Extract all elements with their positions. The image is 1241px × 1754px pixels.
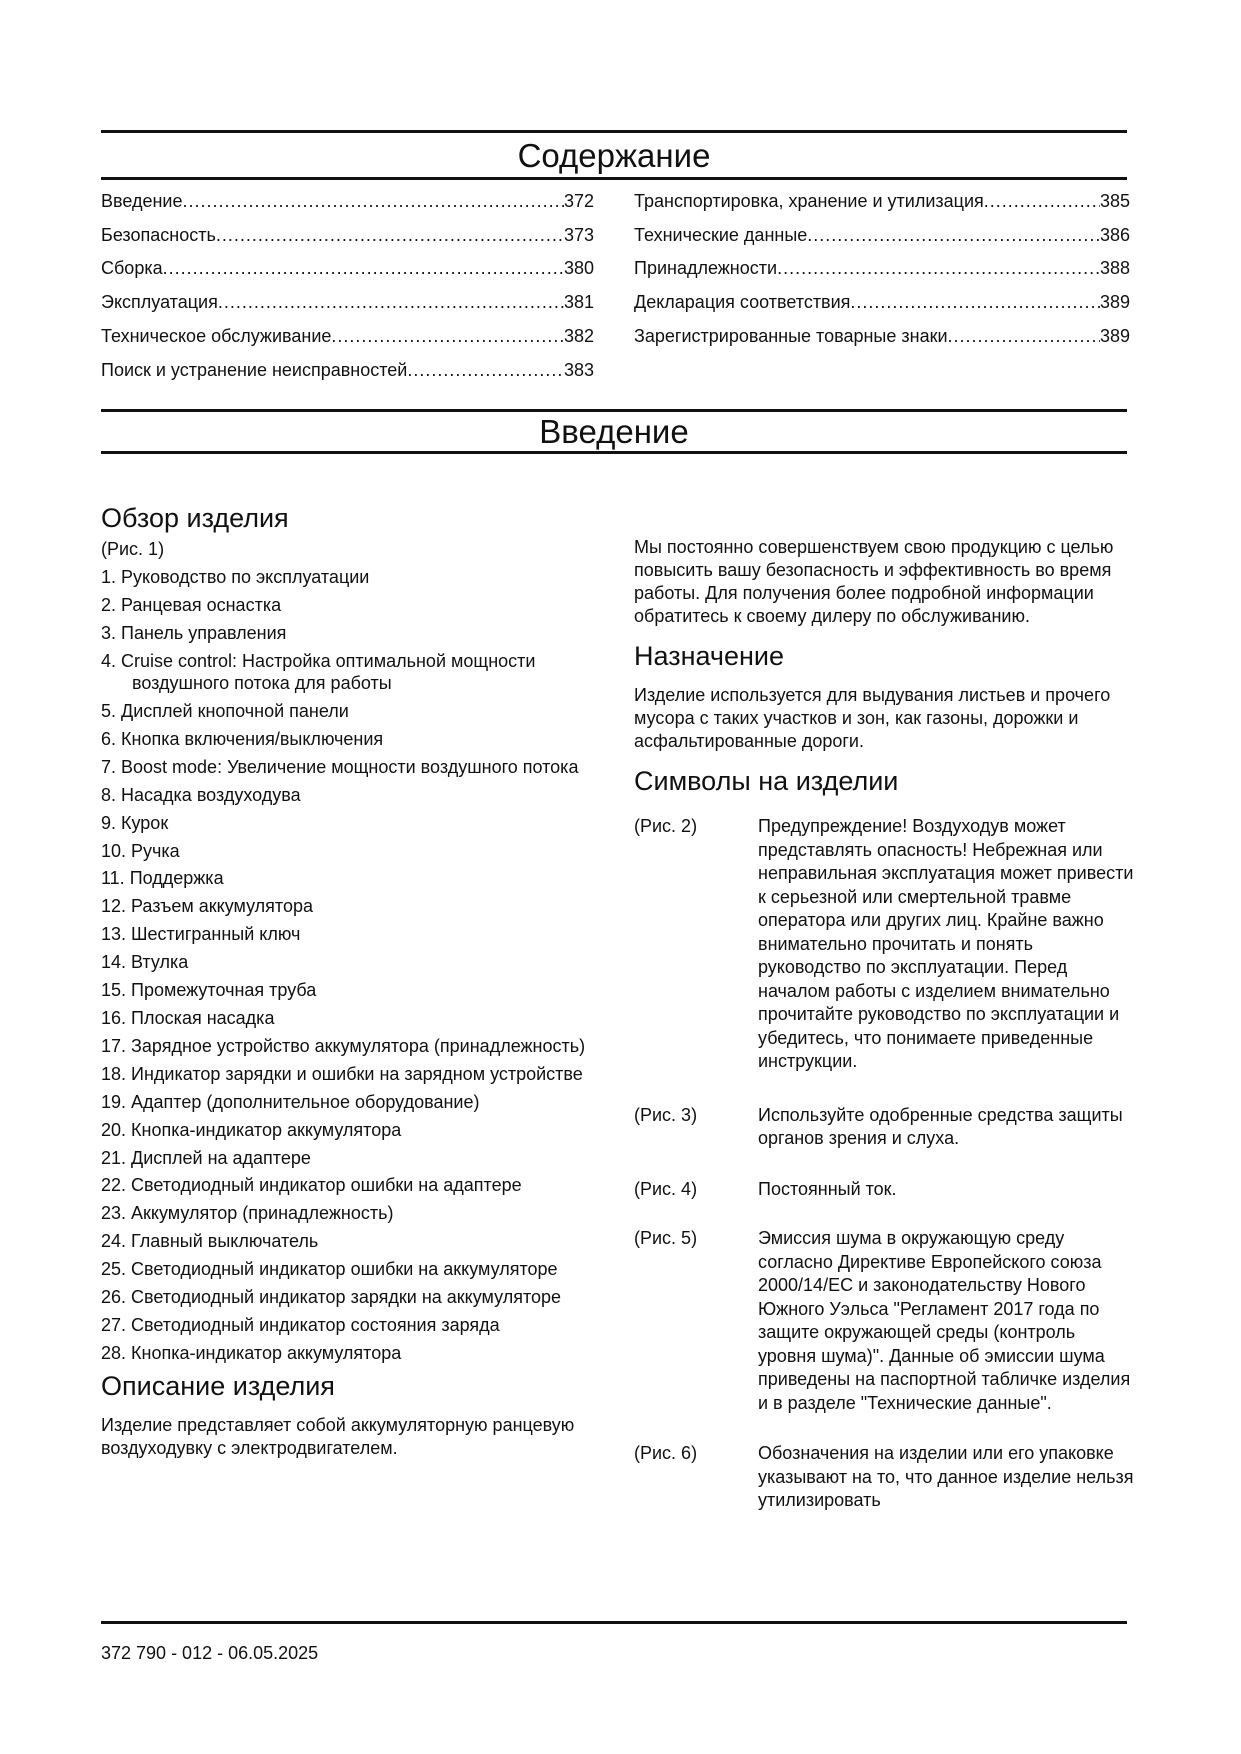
toc-entry-title: Технические данные: [634, 225, 808, 245]
intro-heading: Введение: [539, 413, 689, 450]
list-item: 19. Адаптер (дополнительное оборудование): [101, 1091, 480, 1112]
toc-leader-dots: [183, 190, 564, 212]
symbol-fig-ref: (Рис. 5): [634, 1228, 698, 1248]
toc-heading: Содержание: [517, 137, 711, 174]
toc-entry-title: Безопасность: [101, 225, 216, 245]
parts-list: [101, 566, 601, 1364]
overview-heading: Обзор изделия: [101, 503, 289, 533]
toc-leader-dots: [850, 291, 1100, 313]
description-heading: Описание изделия: [101, 1370, 335, 1401]
toc-entry-page: 388: [1099, 258, 1130, 278]
toc-entry-page: 372: [563, 191, 594, 211]
footer-rule: [101, 1621, 1127, 1624]
toc-leader-dots: [948, 325, 1100, 347]
toc-entry[interactable]: [101, 325, 594, 347]
toc-entry-title: Зарегистрированные товарные знаки: [634, 326, 948, 346]
overview-fig-ref: (Рис. 1): [101, 539, 165, 559]
intro-bottom-rule: [101, 451, 1127, 454]
toc-entry-title: Сборка: [101, 258, 163, 278]
toc-entry-title: Декларация соответствия: [634, 292, 851, 312]
list-item: 23. Аккумулятор (принадлежность): [101, 1203, 394, 1224]
list-item: 27. Светодиодный индикатор состояния заряда: [101, 1314, 500, 1335]
toc-leader-dots: [984, 190, 1100, 212]
list-item: 22. Светодиодный индикатор ошибки на адаптере: [101, 1175, 522, 1196]
toc-entry-title: Принадлежности: [634, 258, 778, 278]
symbol-row: [634, 1178, 1134, 1202]
list-item: 16. Плоская насадка: [101, 1008, 275, 1028]
toc-entry-title: Введение: [101, 191, 183, 211]
toc-entry-page: 386: [1099, 225, 1130, 245]
symbol-description: Используйте одобренные средства защиты органов зрения и слуха.: [758, 1104, 1123, 1148]
toc-entry-page: 380: [563, 258, 594, 278]
symbol-row: [634, 1442, 1134, 1513]
list-item: 6. Кнопка включения/выключения: [101, 728, 384, 749]
symbol-row: [634, 815, 1134, 1074]
list-item: 14. Втулка: [101, 952, 189, 973]
symbol-row: [634, 1104, 1134, 1151]
toc-entry-page: 383: [563, 360, 594, 380]
toc-entry-title: Транспортировка, хранение и утилизация: [634, 191, 984, 211]
toc-entry[interactable]: [634, 224, 1130, 246]
improvement-text: Мы постоянно совершенствуем свою продукцию с целью повысить вашу безопасность и эффективность во время работы. Для получения более подробной информации обратитесь к своему дилеру по обслуживанию.: [634, 537, 1114, 626]
toc-entry-title: Поиск и устранение неисправностей: [101, 360, 408, 380]
toc-entry[interactable]: [101, 190, 594, 212]
list-item: 25. Светодиодный индикатор ошибки на аккумуляторе: [101, 1259, 558, 1280]
symbol-row: [634, 1227, 1134, 1415]
symbol-fig-ref: (Рис. 3): [634, 1104, 698, 1125]
footer-doc-id: 372 790 - 012 - 06.05.2025: [101, 1643, 319, 1663]
list-item: 13. Шестигранный ключ: [101, 924, 301, 945]
toc-leader-dots: [407, 359, 564, 381]
symbols-heading: Символы на изделии: [634, 766, 899, 796]
symbol-description: Обозначения на изделии или его упаковке указывают на то, что данное изделие нельзя утилизировать: [758, 1443, 1134, 1510]
list-item: 12. Разъем аккумулятора: [101, 896, 314, 917]
toc-entry-page: 385: [1099, 191, 1130, 211]
description-text: Изделие представляет собой аккумуляторную ранцевую воздуходувку с электродвигателем.: [101, 1414, 575, 1458]
list-item: 4. Cruise control: Настройка оптимальной мощности воздушного потока для работы: [101, 650, 536, 694]
purpose-heading: Назначение: [634, 641, 785, 671]
list-item: 28. Кнопка-индикатор аккумулятора: [101, 1342, 402, 1363]
list-item: 3. Панель управления: [101, 622, 287, 643]
toc-entry[interactable]: [634, 190, 1130, 212]
symbol-fig-ref: (Рис. 2): [634, 816, 698, 836]
toc-leader-dots: [777, 257, 1100, 279]
purpose-text: Изделие используется для выдувания листьев и прочего мусора с таких участков и зон, как газоны, дорожки и асфальтированные дороги.: [634, 685, 1111, 751]
toc-top-rule: [101, 130, 1127, 133]
toc-entry[interactable]: [634, 257, 1130, 279]
toc-entry[interactable]: [634, 325, 1130, 347]
symbol-description: Предупреждение! Воздуходув может представлять опасность! Небрежная или неправильная эксплуатация может привести к серьезной или смертельной травме оператора или других лиц. Крайне важно внимательно прочитать и понять руководство по эксплуатации. Перед началом работы с изделием внимательно прочитайте руководство по эксплуатации и убедитесь, что понимаете приведенные инструкции.: [758, 816, 1134, 1071]
symbol-fig-ref: (Рис. 4): [634, 1178, 698, 1199]
toc-entry-page: 381: [563, 292, 594, 312]
list-item: 15. Промежуточная труба: [101, 980, 317, 1001]
list-item: 9. Курок: [101, 812, 169, 833]
toc-entry-title: Эксплуатация: [101, 292, 218, 312]
list-item: 2. Ранцевая оснастка: [101, 594, 282, 615]
toc-entry[interactable]: [101, 224, 594, 246]
symbol-fig-ref: (Рис. 6): [634, 1443, 698, 1463]
toc-entry[interactable]: [101, 291, 594, 313]
list-item: 20. Кнопка-индикатор аккумулятора: [101, 1119, 402, 1140]
list-item: 11. Поддержка: [101, 868, 224, 889]
toc-entry[interactable]: [101, 257, 594, 279]
toc-entry-page: 373: [563, 225, 594, 245]
list-item: 10. Ручка: [101, 840, 180, 861]
list-item: 5. Дисплей кнопочной панели: [101, 701, 349, 722]
left-column: [101, 502, 601, 1460]
toc-entry-page: 382: [563, 326, 594, 346]
toc-entry-page: 389: [1099, 292, 1130, 312]
toc-leader-dots: [807, 224, 1100, 246]
toc-entry-title: Техническое обслуживание: [101, 326, 332, 346]
list-item: 24. Главный выключатель: [101, 1231, 319, 1252]
toc-leader-dots: [163, 257, 564, 279]
toc-bottom-rule: [101, 177, 1127, 180]
right-column: [634, 536, 1134, 1513]
symbol-description: Эмиссия шума в окружающую среду согласно Директиве Европейского союза 2000/14/ЕС и законодательству Нового Южного Уэльса "Регламент 2017 года по защите окружающей среды (контроль уровня шума)". Данные об эмиссии шума приведены на паспортной табличке изделия и в разделе "Технические данные".: [758, 1228, 1131, 1413]
list-item: 17. Зарядное устройство аккумулятора (принадлежность): [101, 1035, 586, 1056]
toc-entry-page: 389: [1099, 326, 1130, 346]
toc-leader-dots: [216, 224, 564, 246]
toc-leader-dots: [218, 291, 564, 313]
list-item: 8. Насадка воздуходува: [101, 784, 301, 805]
toc-leader-dots: [331, 325, 564, 347]
list-item: 1. Руководство по эксплуатации: [101, 567, 370, 587]
symbol-description: Постоянный ток.: [758, 1178, 897, 1199]
list-item: 21. Дисплей на адаптере: [101, 1147, 311, 1168]
list-item: 7. Boost mode: Увеличение мощности воздушного потока: [101, 756, 579, 777]
toc-entry[interactable]: [101, 359, 594, 381]
list-item: 18. Индикатор зарядки и ошибки на зарядном устройстве: [101, 1063, 583, 1084]
toc-entry[interactable]: [634, 291, 1130, 313]
list-item: 26. Светодиодный индикатор зарядки на аккумуляторе: [101, 1287, 562, 1308]
